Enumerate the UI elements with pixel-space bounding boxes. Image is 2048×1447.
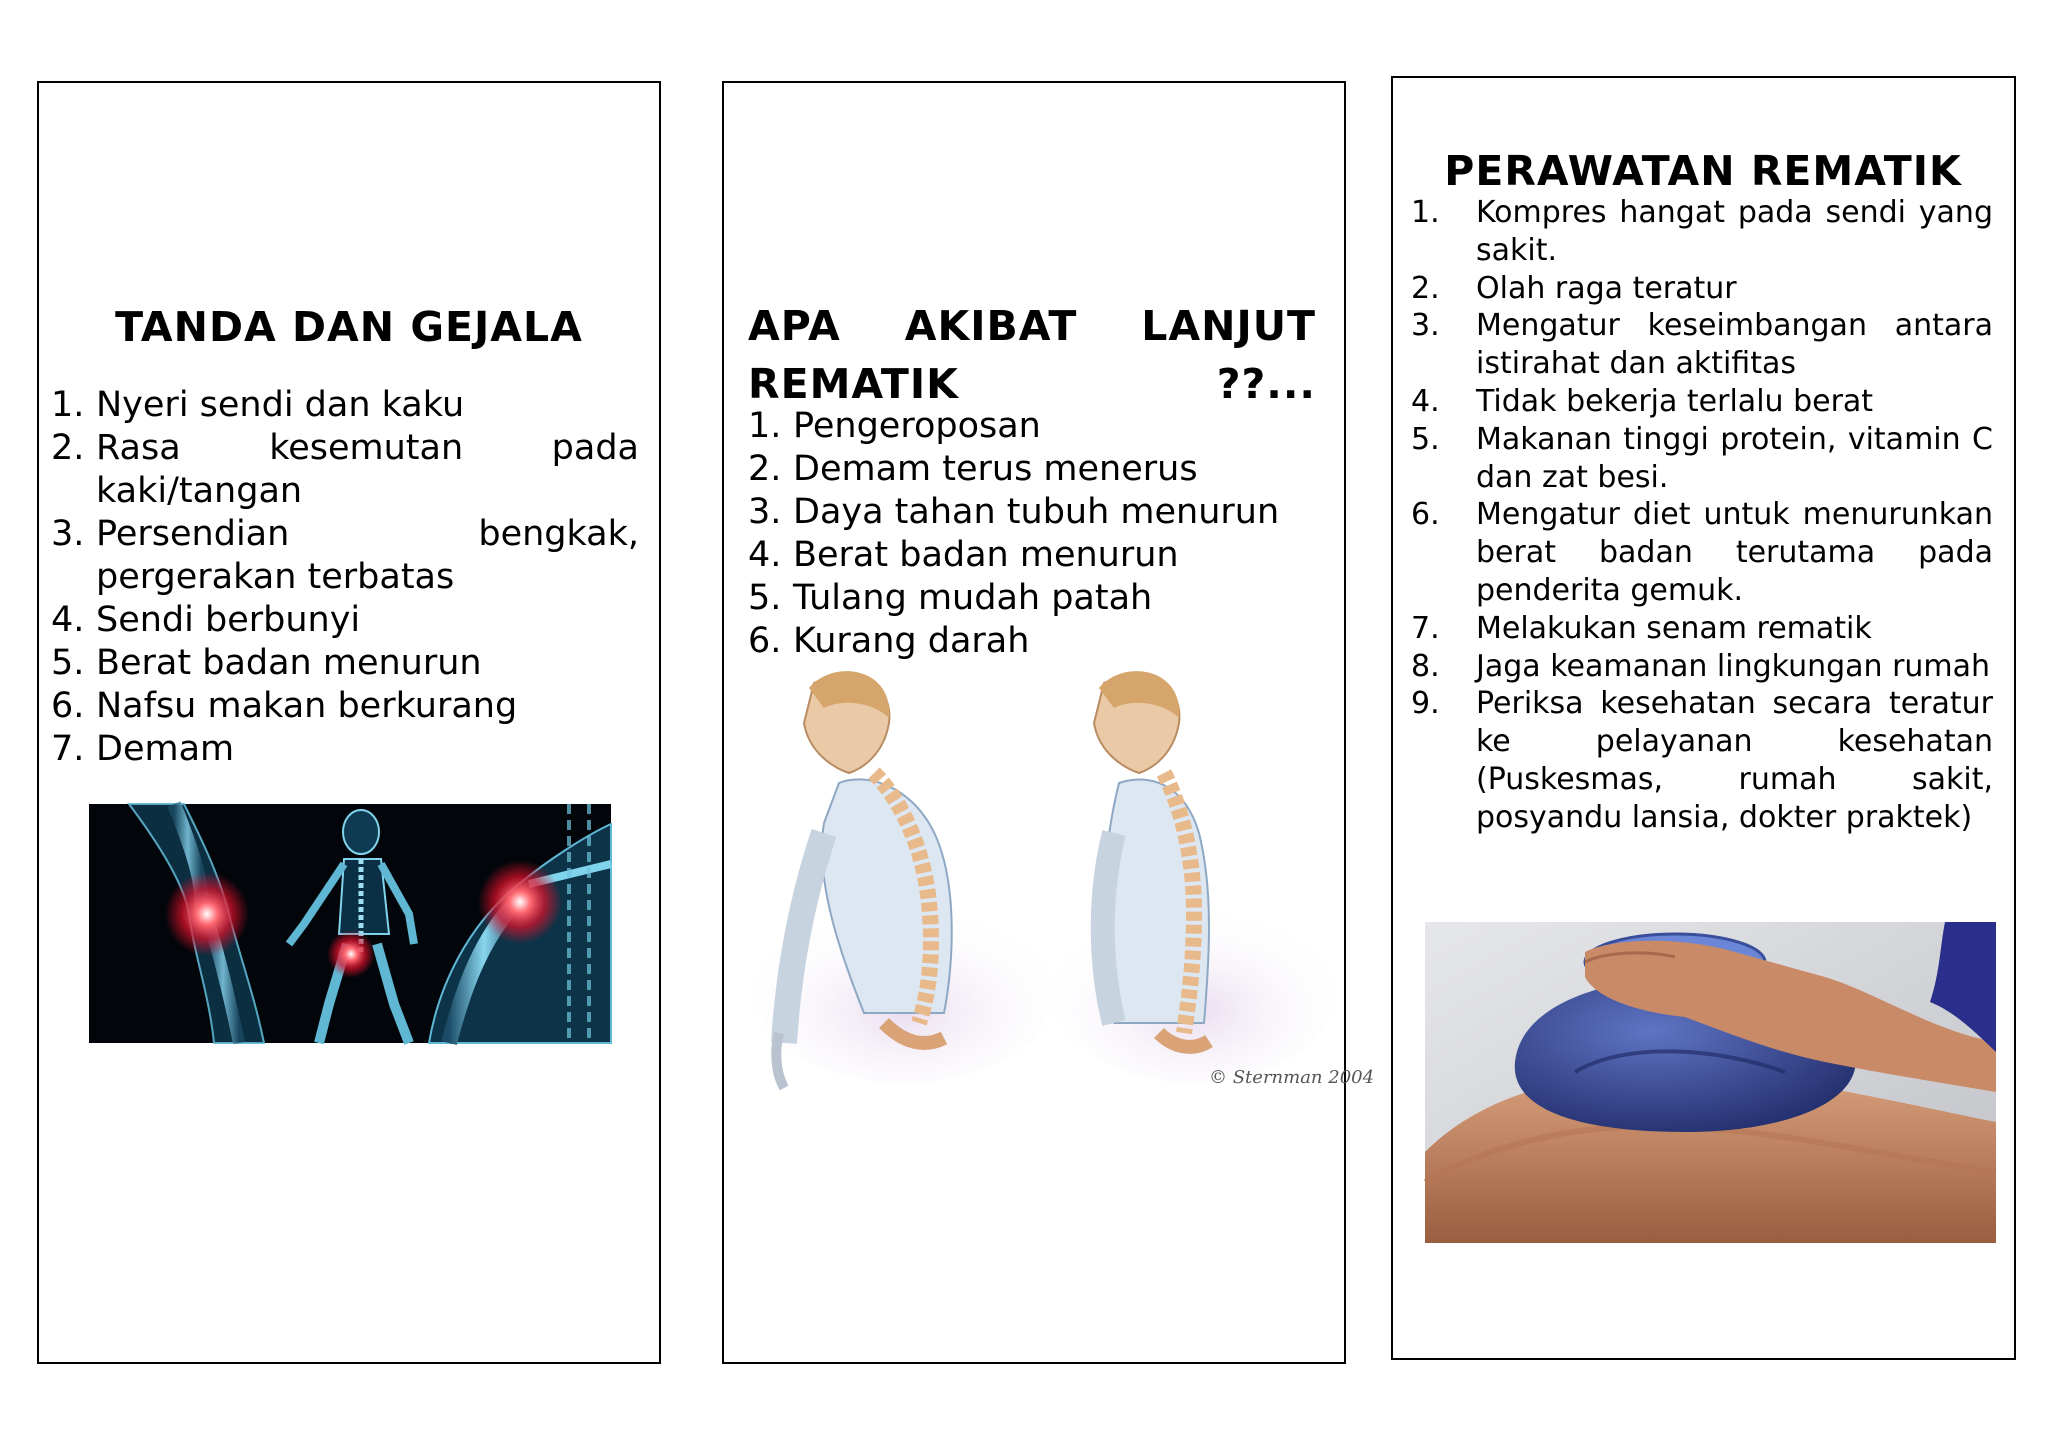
item-number: 5. xyxy=(1411,421,1440,457)
list-item xyxy=(51,728,639,771)
list-item xyxy=(1411,496,1993,609)
item-text: Pengeroposan xyxy=(793,406,1041,446)
item-text: Demam terus menerus xyxy=(793,449,1198,489)
list-item xyxy=(1411,307,1993,383)
item-text: Tulang mudah patah xyxy=(793,578,1153,618)
list-item xyxy=(1411,270,1993,308)
list-item xyxy=(748,534,1328,577)
elderly-spine-illustration xyxy=(754,663,1375,1093)
item-text: Daya tahan tubuh menurun xyxy=(793,492,1280,532)
list-item xyxy=(1411,648,1993,686)
list-item xyxy=(748,620,1328,663)
consequences-list xyxy=(748,405,1328,663)
item-text: Makanan tinggi protein, vitamin C dan zat besi. xyxy=(1476,421,1993,495)
list-item xyxy=(51,513,639,599)
list-item xyxy=(748,405,1328,448)
panel-akibat-lanjut xyxy=(722,81,1375,1364)
item-number: 1. xyxy=(1411,195,1440,230)
panel-perawatan-rematik xyxy=(1391,76,2016,1360)
item-text: Demam xyxy=(96,729,235,769)
item-number: 2. xyxy=(748,449,782,489)
list-item xyxy=(1411,610,1993,648)
hot-water-bag-on-knee-illustration xyxy=(1425,922,1996,1243)
item-text: Kurang darah xyxy=(793,621,1030,661)
item-number: 7. xyxy=(1411,610,1440,646)
list-item xyxy=(51,685,639,728)
item-text: Kompres hangat pada sendi yang sakit. xyxy=(1476,195,1993,268)
item-number: 2. xyxy=(1411,270,1440,306)
item-number: 5. xyxy=(51,643,85,683)
item-text: Jaga keamanan lingkungan rumah xyxy=(1476,648,1991,684)
item-number: 6. xyxy=(51,686,85,726)
item-number: 6. xyxy=(1411,497,1440,533)
panel-tanda-dan-gejala xyxy=(37,81,661,1364)
item-text: Tidak bekerja terlalu berat xyxy=(1476,383,1874,419)
item-number: 2. xyxy=(51,428,85,468)
list-item xyxy=(748,577,1328,620)
item-number: 1. xyxy=(748,406,782,446)
item-number: 3. xyxy=(748,492,782,532)
list-item xyxy=(1411,383,1993,421)
list-item xyxy=(51,384,639,427)
list-item xyxy=(51,599,639,642)
item-number: 1. xyxy=(51,385,85,425)
list-item xyxy=(748,448,1328,491)
list-item xyxy=(1411,194,1993,270)
item-text: Berat badan menurun xyxy=(96,643,482,683)
illustration-signature: © Sternman 2004 xyxy=(1209,1067,1375,1088)
care-list xyxy=(1411,194,1993,837)
spine-illustration-image xyxy=(754,663,1375,1093)
panel-2-title-line-2: REMATIK ??... xyxy=(748,360,1316,408)
hot-compress-photo xyxy=(1425,922,1996,1243)
panel-1-title: TANDA DAN GEJALA xyxy=(115,303,583,351)
list-item xyxy=(1411,421,1993,497)
item-number: 3. xyxy=(51,514,85,554)
item-number: 5. xyxy=(748,578,782,618)
item-number: 3. xyxy=(1411,308,1440,344)
joint-pain-image xyxy=(89,804,611,1043)
item-text: Berat badan menurun xyxy=(793,535,1179,575)
item-number: 8. xyxy=(1411,648,1440,684)
item-number: 7. xyxy=(51,729,85,769)
item-number: 6. xyxy=(748,621,782,661)
item-text: Sendi berbunyi xyxy=(96,600,361,640)
item-text: Mengatur diet untuk menurunkan berat badan terutama pada penderita gemuk. xyxy=(1476,497,1993,608)
item-number: 9. xyxy=(1411,686,1440,722)
item-text: Rasa kesemutan pada kaki/tangan xyxy=(96,428,639,511)
skeleton-glow-illustration xyxy=(89,804,611,1043)
list-item xyxy=(1411,685,1993,836)
item-number: 4. xyxy=(1411,383,1440,419)
list-item xyxy=(51,642,639,685)
item-text: Mengatur keseimbangan antara istirahat dan aktifitas xyxy=(1476,308,1993,382)
panel-2-title-line-1: APA AKIBAT LANJUT xyxy=(748,302,1316,350)
list-item xyxy=(51,427,639,513)
item-text: Nafsu makan berkurang xyxy=(96,686,518,726)
item-text: Periksa kesehatan secara teratur ke pelayanan kesehatan (Puskesmas, rumah sakit, posyandu lansia, dokter praktek) xyxy=(1476,686,1993,835)
item-number: 4. xyxy=(51,600,85,640)
item-text: Olah raga teratur xyxy=(1476,270,1737,306)
item-text: Melakukan senam rematik xyxy=(1476,610,1872,646)
item-text: Persendian bengkak, pergerakan terbatas xyxy=(96,514,639,597)
symptoms-list xyxy=(51,384,639,771)
panel-3-title: PERAWATAN REMATIK xyxy=(1444,147,1962,195)
item-number: 4. xyxy=(748,535,782,575)
list-item xyxy=(748,491,1328,534)
item-text: Nyeri sendi dan kaku xyxy=(96,385,465,425)
